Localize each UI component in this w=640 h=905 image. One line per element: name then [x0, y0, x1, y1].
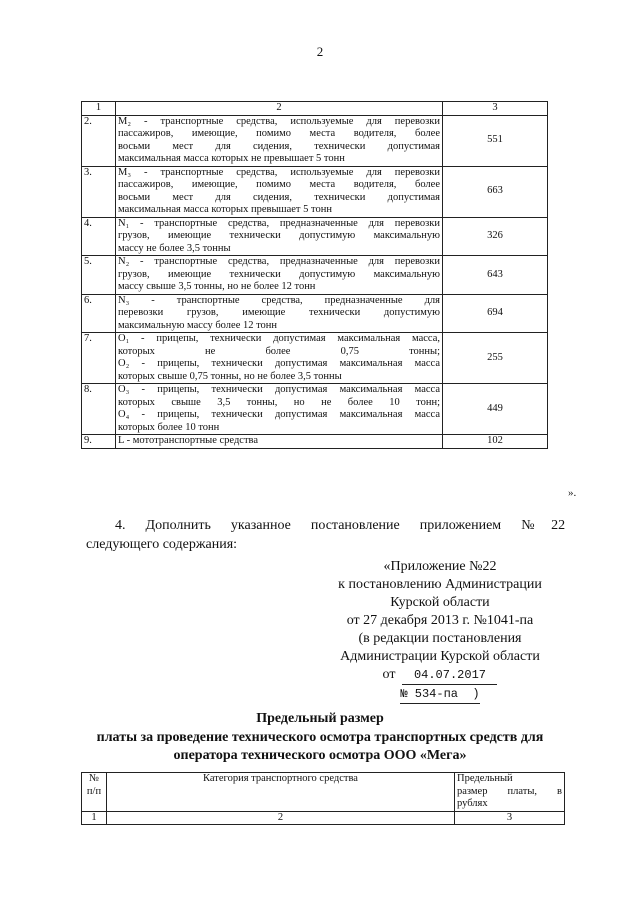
table-row — [82, 166, 548, 217]
description-line: перевозки грузов, имеющие технически допустимую — [118, 307, 440, 318]
paragraph-word: постановление — [310, 518, 400, 533]
table-row — [82, 115, 548, 166]
description-line: O₃ - прицепы, технически допустимая максимальная масса — [118, 384, 440, 395]
numbering-cell: 2 — [107, 811, 455, 825]
numbering-cell: 1 — [82, 811, 107, 825]
description-line: O₄ - прицепы, технически допустимая максимальная масса — [118, 409, 440, 420]
description-line: которых свыше 3,5 тонны, но не более 10 тонн; — [118, 396, 440, 408]
header-line: рублях — [457, 798, 488, 809]
row-number: 9. — [82, 435, 116, 449]
row-fee: 102 — [443, 435, 548, 449]
row-description — [116, 435, 443, 449]
row-number: 8. — [82, 384, 116, 435]
table-header-row — [82, 102, 548, 116]
description-line: N₁ - транспортные средства, предназначенные для перевозки — [118, 217, 440, 229]
row-description — [116, 333, 443, 384]
description-line: максимальная масса которых превышает 5 тонн — [118, 204, 332, 215]
title-line-2: платы за проведение технического осмотра транспортных средств для — [96, 730, 544, 745]
page-number: 2 — [316, 44, 324, 59]
row-number: 5. — [82, 256, 116, 295]
col-number-header — [82, 773, 107, 812]
row-fee: 551 — [443, 115, 548, 166]
row-number: 2. — [82, 115, 116, 166]
description-line: массу не более 3,5 тонны — [118, 242, 231, 254]
row-number: 3. — [82, 166, 116, 217]
row-fee: 326 — [443, 217, 548, 256]
annex-number-suffix: ) — [472, 687, 480, 701]
description-line: N₃ - транспортные средства, предназначенные для — [118, 294, 440, 306]
title-line-3: оператора технического осмотра ООО «Мега» — [173, 748, 467, 763]
closing-quote: ». — [568, 487, 577, 499]
annex-header — [320, 558, 560, 704]
description-line: пассажиров, имеющие, помимо места водителя, более — [118, 128, 440, 139]
header-line: п/п — [86, 785, 102, 797]
description-line: грузов, имеющие технически допустимую максимальную — [118, 230, 440, 241]
description-line: восьми мест для сидения, технически допустимая — [118, 140, 440, 152]
fees-table-new — [81, 772, 565, 825]
row-description — [116, 384, 443, 435]
header-line: Предельный — [457, 773, 513, 784]
paragraph-word: Дополнить — [145, 518, 211, 533]
annex-date-line — [320, 666, 560, 685]
table-row — [82, 256, 548, 295]
row-number: 7. — [82, 333, 116, 384]
annex-number-line — [320, 685, 560, 704]
row-description — [116, 217, 443, 256]
description-line: которых не более 0,75 тонны; — [118, 345, 440, 357]
fees-table-continued — [81, 101, 548, 449]
annex-line: от 27 декабря 2013 г. №1041-па — [346, 613, 534, 628]
table-row — [82, 384, 548, 435]
table-row — [82, 294, 548, 333]
description-line: O₁ - прицепы, технически допустимая максимальная масса, — [118, 333, 440, 344]
row-fee: 643 — [443, 256, 548, 295]
paragraph-word: приложением — [419, 518, 502, 533]
annex-number-value: 534-па — [414, 687, 458, 701]
col-category-header: 2 — [116, 102, 443, 116]
row-description — [116, 256, 443, 295]
annex-line: (в редакции постановления — [358, 631, 522, 646]
header-line: № — [88, 773, 100, 784]
paragraph-4 — [115, 518, 565, 534]
col-fee-header — [455, 773, 565, 812]
row-fee: 449 — [443, 384, 548, 435]
description-line: M₃ - транспортные средства, используемые для перевозки — [118, 166, 440, 178]
row-fee: 694 — [443, 294, 548, 333]
description-line: максимальную массу более 12 тонн — [118, 319, 278, 331]
paragraph-word: указанное — [230, 518, 291, 533]
title-line-1: Предельный размер — [256, 711, 384, 726]
table-header-row — [82, 773, 565, 812]
annex-line: «Приложение №22 — [383, 559, 497, 574]
annex-line: Администрации Курской области — [340, 649, 540, 664]
table-numbering-row — [82, 811, 565, 825]
col-number-header: 1 — [82, 102, 116, 116]
description-line: максимальная масса которых не превышает 5 тонн — [118, 153, 345, 164]
description-line: которых более 10 тонн — [118, 421, 220, 433]
row-fee: 255 — [443, 333, 548, 384]
numbering-cell: 3 — [455, 811, 565, 825]
description-line: M₂ - транспортные средства, используемые для перевозки — [118, 115, 440, 127]
description-line: N₂ - транспортные средства, предназначенные для перевозки — [118, 256, 440, 267]
row-description — [116, 115, 443, 166]
paragraph-word: №22 — [521, 518, 566, 533]
annex-number-prefix: № — [400, 687, 408, 701]
row-fee: 663 — [443, 166, 548, 217]
row-number: 6. — [82, 294, 116, 333]
description-line: восьми мест для сидения, технически допустимая — [118, 191, 440, 203]
description-line: L - мототранспортные средства — [118, 435, 259, 446]
row-description — [116, 166, 443, 217]
annex-date-value: 04.07.2017 — [402, 666, 497, 685]
paragraph-4-continuation: следующего содержания: — [86, 537, 238, 552]
annex-number-field — [400, 685, 479, 704]
description-line: массу свыше 3,5 тонны, но не более 12 тонн — [118, 281, 316, 292]
row-number: 4. — [82, 217, 116, 256]
annex-line: Курской области — [390, 595, 490, 610]
description-line: O₂ - прицепы, технически допустимая максимальная масса — [118, 358, 440, 369]
table-row — [82, 435, 548, 449]
col-fee-header: 3 — [443, 102, 548, 116]
col-category-header: Категория транспортного средства — [107, 773, 455, 812]
paragraph-word: 4. — [115, 518, 126, 533]
table-row — [82, 217, 548, 256]
row-description — [116, 294, 443, 333]
table-row — [82, 333, 548, 384]
annex-date-prefix: от — [382, 667, 396, 682]
description-line: пассажиров, имеющие, помимо места водителя, более — [118, 179, 440, 190]
annex-line: к постановлению Администрации — [338, 577, 542, 592]
description-line: которых свыше 0,75 тонны, но не более 3,5 тонны — [118, 370, 342, 382]
header-line: размер платы, в — [457, 785, 562, 797]
description-line: грузов, имеющие технически допустимую максимальную — [118, 268, 440, 280]
